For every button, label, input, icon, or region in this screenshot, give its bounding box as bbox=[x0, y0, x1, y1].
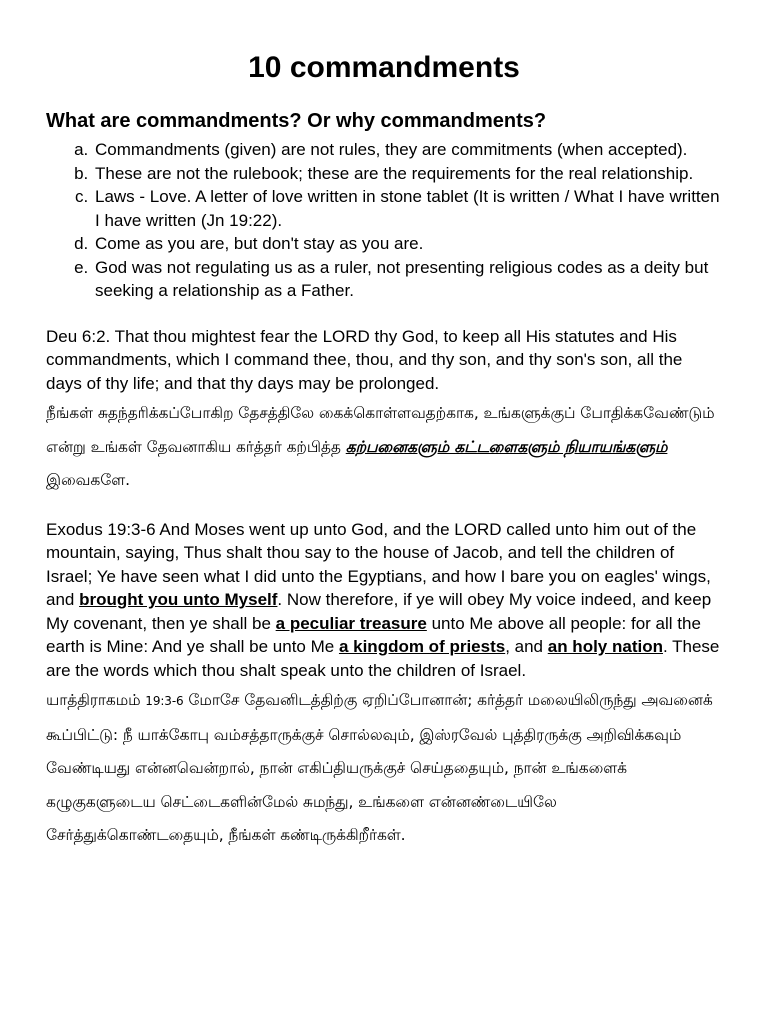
tamil-emphasis: கற்பனைகளும் கட்டளைகளும் நியாயங்களும் bbox=[345, 437, 668, 456]
tamil-text: நீங்கள் சுதந்தரிக்கப்போகிற தேசத்திலே கைக்கொள்ளவதற்காக, உங்களுக்குப் போதிக்கவேண்டும் என்று உங்கள் தேவனாகிய கர்த்தர் கற்பித்த bbox=[46, 404, 715, 456]
deuteronomy-tamil-verse bbox=[46, 397, 722, 498]
verse-emphasis: a peculiar treasure bbox=[275, 613, 427, 633]
verse-text: . Now therefore, if ye will obey My voice indeed, and keep My covenant, then ye shall be bbox=[46, 590, 712, 633]
verse-text: unto Me above all people: for all the earth is Mine: And ye shall be unto Me bbox=[46, 613, 701, 656]
list-item: d. Come as you are, but don't stay as you are. bbox=[93, 232, 722, 256]
section-heading: What are commandments? Or why commandments? bbox=[46, 110, 547, 132]
page-title: 10 commandments bbox=[248, 51, 520, 84]
exodus-verse bbox=[46, 518, 722, 683]
list-item: a. Commandments (given) are not rules, they are commitments (when accepted). bbox=[93, 138, 722, 162]
tamil-verse-reference: 19:3-6 bbox=[145, 694, 184, 708]
verse-text: Exodus 19:3-6 And Moses went up unto God, and the LORD called unto him out of the mountain, saying, Thus shalt thou say to the house of Jacob, and tell the children of Israel; Ye have seen what I did unto the Egyptians, and how I bare you on eagles' wings, and bbox=[46, 519, 711, 609]
verse-emphasis: a kingdom of priests bbox=[338, 637, 506, 656]
verse-text: , and bbox=[505, 637, 548, 656]
list-item: e. God was not regulating us as a ruler, not presenting religious codes as a deity but seeking a relationship as a Father. bbox=[93, 256, 722, 303]
verse-text: . These are the words which thou shalt speak unto the children of Israel. bbox=[46, 637, 720, 680]
list-item: b. These are not the rulebook; these are the requirements for the real relationship. bbox=[93, 162, 722, 186]
exodus-tamil-verse bbox=[46, 684, 722, 853]
tamil-text: யாத்திராகமம் bbox=[46, 691, 146, 709]
tamil-text: இவைகளே. bbox=[46, 471, 130, 489]
list-item: c. Laws - Love. A letter of love written in stone tablet (It is written / What I have written I have written (Jn 19:22). bbox=[93, 185, 722, 232]
commandments-points-list bbox=[46, 138, 722, 303]
verse-emphasis: an holy nation bbox=[547, 637, 663, 656]
tamil-text: மோசே தேவனிடத்திற்கு ஏறிப்போனான்; கர்த்தர் மலையிலிருந்து அவனைக் கூப்பிட்டு: நீ யாக்கோபு வம்சத்தாருக்குச் சொல்லவும், இஸ்ரவேல் புத்திரருக்கு அறிவிக்கவும் வேண்டியது என்னவென்றால், நான் எகிப்தியருக்குச் செய்ததையும், நான் உங்களைக் கழுகுகளுடைய செட்டைகளின்மேல் சுமந்து, உங்களை என்னண்டையிலே சேர்த்துக்கொண்டதையும், நீங்கள் கண்டிருக்கிறீர்கள். bbox=[46, 691, 713, 844]
deuteronomy-verse: Deu 6:2. That thou mightest fear the LORD thy God, to keep all His statutes and His commandments, which I command thee, thou, and thy son, and thy son's son, all the days of thy life; and that thy days may be prolonged. bbox=[46, 326, 683, 393]
verse-emphasis: brought you unto Myself bbox=[79, 590, 278, 609]
